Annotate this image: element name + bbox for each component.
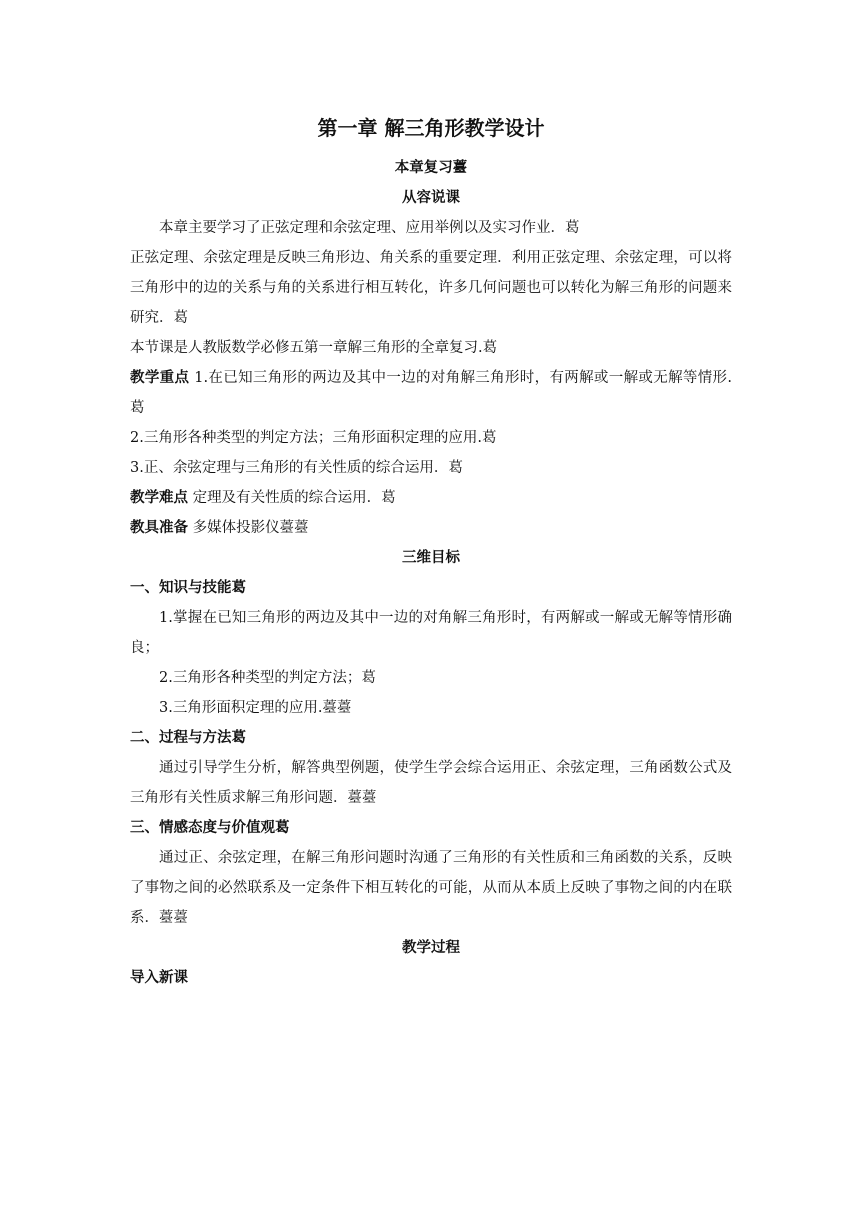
goal1-heading: 一、知识与技能葛 [130, 579, 246, 596]
goal1-item-3: 3.三角形面积定理的应用.薹薹 [159, 700, 352, 716]
document-body [130, 112, 732, 993]
process-heading: 教学过程 [402, 939, 460, 956]
tools-text: 多媒体投影仪薹薹 [188, 520, 309, 536]
tools-label: 教具准备 [130, 519, 188, 536]
goal1-item-2: 2.三角形各种类型的判定方法；葛 [159, 670, 376, 686]
goals-heading: 三维目标 [402, 549, 460, 566]
difficulty-label: 教学难点 [130, 489, 188, 506]
difficulty-text: 定理及有关性质的综合运用．葛 [188, 490, 396, 506]
goal2-heading: 二、过程与方法葛 [130, 729, 246, 746]
goal3-heading: 三、情感态度与价值观葛 [130, 819, 290, 836]
key-points-paragraph [130, 363, 732, 423]
intro-paragraph-2: 正弦定理、余弦定理是反映三角形边、角关系的重要定理．利用正弦定理、余弦定理，可以将三角形中的边的关系与角的关系进行相互转化，许多几何问题也可以转化为解三角形的问题来研究．葛 [130, 250, 732, 326]
goal2-text: 通过引导学生分析，解答典型例题，使学生学会综合运用正、余弦定理，三角函数公式及三角形有关性质求解三角形问题．薹薹 [130, 760, 732, 806]
intro-paragraph-3: 本节课是人教版数学必修五第一章解三角形的全章复习.葛 [130, 340, 498, 356]
document-title: 第一章 解三角形教学设计 [317, 116, 545, 140]
goal1-item-1: 1.掌握在已知三角形的两边及其中一边的对角解三角形时，有两解或一解或无解等情形确良； [130, 610, 732, 656]
new-lesson-heading: 导入新课 [130, 969, 188, 986]
key-points-label: 教学重点 [130, 369, 190, 386]
subtitle-lesson-intro: 从容说课 [402, 189, 460, 206]
key-point-2: 2.三角形各种类型的判定方法；三角形面积定理的应用.葛 [130, 430, 497, 446]
difficulty-paragraph [130, 483, 732, 513]
key-points-text: 1.在已知三角形的两边及其中一边的对角解三角形时，有两解或一解或无解等情形.葛 [130, 370, 732, 416]
key-point-3: 3.正、余弦定理与三角形的有关性质的综合运用．葛 [130, 460, 463, 476]
goal3-text: 通过正、余弦定理，在解三角形问题时沟通了三角形的有关性质和三角函数的关系，反映了事物之间的必然联系及一定条件下相互转化的可能，从而从本质上反映了事物之间的内在联系．薹薹 [130, 850, 732, 926]
subtitle-chapter-review: 本章复习薹 [394, 159, 468, 176]
intro-paragraph-1: 本章主要学习了正弦定理和余弦定理、应用举例以及实习作业．葛 [159, 220, 580, 236]
tools-paragraph [130, 513, 732, 543]
